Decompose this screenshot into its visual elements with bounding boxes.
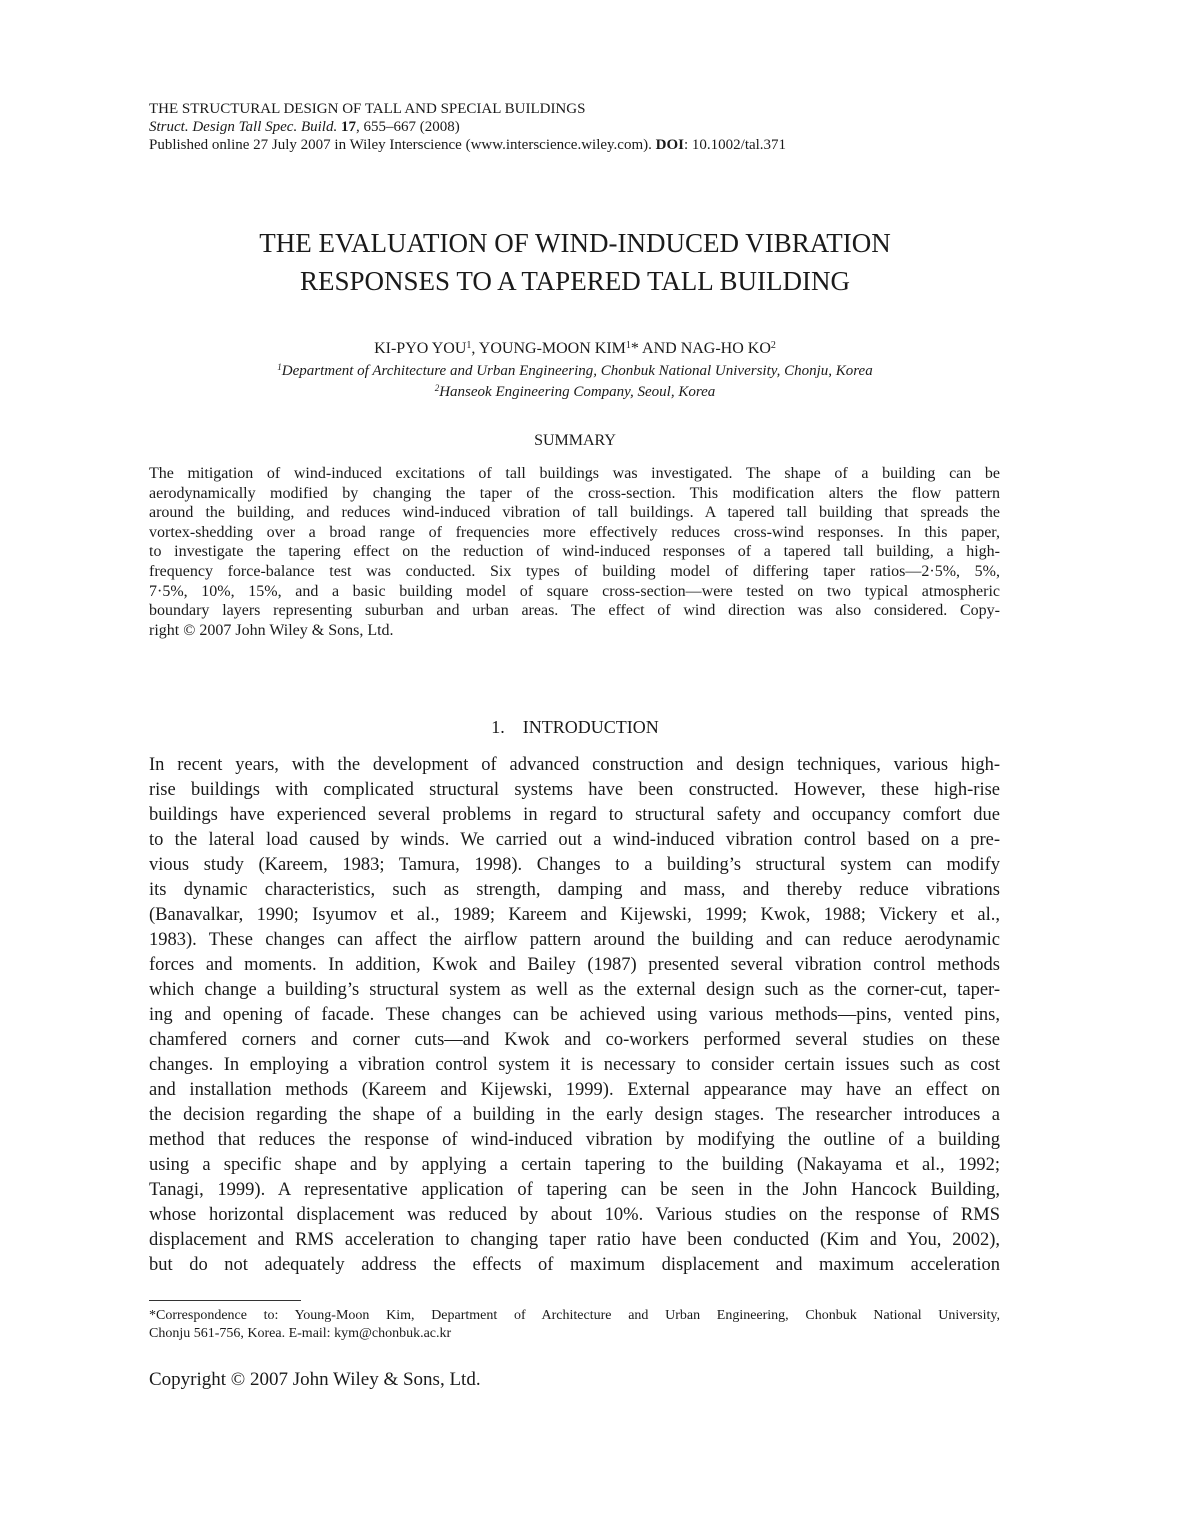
abstract-line: vortex-shedding over a broad range of frequencies more effectively reduces cross-wind responses. In this paper,: [149, 523, 1000, 541]
affiliation-1-text: Department of Architecture and Urban Engineering, Chonbuk National University, Chonju, Korea: [281, 363, 873, 379]
abstract-line: frequency force-balance test was conducted. Six types of building model of differing taper ratios—2·5%, 5%,: [149, 562, 1000, 580]
body-line: (Banavalkar, 1990; Isyumov et al., 1989; Kareem and Kijewski, 1999; Kwok, 1988; Vickery et al.,: [149, 905, 1000, 925]
author-2-affil: 1: [625, 340, 631, 351]
body-line: using a specific shape and by applying a certain tapering to the building (Nakayama et al., 1992;: [149, 1155, 1000, 1175]
running-header: [149, 100, 786, 154]
affiliation-2-mark: 2: [434, 383, 440, 393]
abstract-line: to investigate the tapering effect on the reduction of wind-induced responses of a tapered tall building, a high-: [149, 543, 1000, 561]
author-1-affil: 1: [466, 340, 472, 351]
abstract-line: around the building, and reduces wind-induced vibration of tall buildings. A tapered tall building that spreads the: [149, 504, 1000, 522]
body-line: In recent years, with the development of advanced construction and design techniques, various high-: [149, 755, 1000, 775]
correspondence-footnote: [149, 1307, 1000, 1343]
journal-volume: 17: [340, 119, 356, 135]
body-line: displacement and RMS acceleration to changing taper ratio have been conducted (Kim and You, 2002),: [149, 1230, 1000, 1250]
affiliation-2: [150, 382, 1000, 402]
footnote-line: *Correspondence to: Young-Moon Kim, Department of Architecture and Urban Engineering, Chonbuk National University,: [149, 1308, 1000, 1323]
doi-label: DOI: [655, 137, 684, 153]
affiliation-1: [150, 361, 1000, 381]
summary-heading: SUMMARY: [534, 432, 616, 449]
body-line: method that reduces the response of wind-induced vibration by modifying the outline of a building: [149, 1130, 1000, 1150]
journal-pages-year: , 655–667 (2008): [355, 119, 460, 135]
published-online: Published online 27 July 2007 in Wiley Interscience (www.interscience.wiley.com).: [149, 137, 656, 153]
abstract-line: boundary layers representing suburban and urban areas. The effect of wind direction was also considered. Copy-: [149, 602, 1000, 620]
body-line: which change a building’s structural system as well as the external design such as the corner-cut, taper-: [149, 980, 1000, 1000]
paper-title: [150, 224, 1000, 300]
body-line: the decision regarding the shape of a building in the early design stages. The researcher introduces a: [149, 1105, 1000, 1125]
body-line: to the lateral load caused by winds. We carried out a wind-induced vibration control based on a pre-: [149, 830, 1000, 850]
abstract-line: 7·5%, 10%, 15%, and a basic building model of square cross-section—were tested on two typical atmospheric: [149, 582, 1000, 600]
body-line: Tanagi, 1999). A representative application of tapering can be seen in the John Hancock Building,: [149, 1180, 1000, 1200]
body-line: vious study (Kareem, 1983; Tamura, 1998). Changes to a building’s structural system can modify: [149, 855, 1000, 875]
author-3-affil: 2: [770, 340, 776, 351]
body-line: buildings have experienced several problems in regard to structural safety and occupancy comfort due: [149, 805, 1000, 825]
journal-abbrev: Struct. Design Tall Spec. Build.: [149, 119, 338, 135]
author-3: * AND NAG-HO KO: [630, 340, 771, 357]
section-number: 1.: [491, 717, 505, 737]
section-heading: [150, 716, 1000, 738]
body-line: rise buildings with complicated structural systems have been constructed. However, these high-rise: [149, 780, 1000, 800]
title-line-1: THE EVALUATION OF WIND-INDUCED VIBRATION: [259, 228, 891, 258]
body-line: ing and opening of facade. These changes can be achieved using various methods—pins, vented pins,: [149, 1005, 1000, 1025]
author-list: [150, 339, 1000, 359]
body-line: 1983). These changes can affect the airflow pattern around the building and can reduce aerodynamic: [149, 930, 1000, 950]
author-2: , YOUNG-MOON KIM: [471, 340, 626, 357]
body-line: chamfered corners and corner cuts—and Kwok and co-workers performed several studies on these: [149, 1030, 1000, 1050]
body-line: whose horizontal displacement was reduced by about 10%. Various studies on the response of RMS: [149, 1205, 1000, 1225]
journal-citation: [149, 118, 786, 136]
doi-value: : 10.1002/tal.371: [683, 137, 787, 153]
body-line: its dynamic characteristics, such as strength, damping and mass, and thereby reduce vibrations: [149, 880, 1000, 900]
affiliation-2-text: Hanseok Engineering Company, Seoul, Korea: [439, 384, 716, 400]
affiliation-1-mark: 1: [277, 362, 282, 372]
body-line: forces and moments. In addition, Kwok and Bailey (1987) presented several vibration control methods: [149, 955, 1000, 975]
abstract-line: aerodynamically modified by changing the taper of the cross-section. This modification alters the flow pattern: [149, 484, 1000, 502]
title-line-2: RESPONSES TO A TAPERED TALL BUILDING: [300, 266, 850, 296]
journal-name: THE STRUCTURAL DESIGN OF TALL AND SPECIAL BUILDINGS: [149, 101, 586, 117]
abstract-line: The mitigation of wind-induced excitations of tall buildings was investigated. The shape of a building can be: [149, 465, 1000, 482]
abstract: [149, 464, 1000, 640]
footnote-rule: [149, 1300, 301, 1301]
copyright-notice: Copyright © 2007 John Wiley & Sons, Ltd.: [149, 1369, 481, 1390]
body-line: changes. In employing a vibration control system it is necessary to consider certain issues such as cost: [149, 1055, 1000, 1075]
section-title: INTRODUCTION: [522, 717, 659, 737]
footnote-line: Chonju 561-756, Korea. E-mail: kym@chonbuk.ac.kr: [149, 1326, 452, 1341]
publication-info: [149, 136, 786, 154]
body-line: but do not adequately address the effects of maximum displacement and maximum acceleration: [149, 1255, 1000, 1275]
author-1: KI-PYO YOU: [374, 340, 467, 357]
body-line: and installation methods (Kareem and Kijewski, 1999). External appearance may have an effect on: [149, 1080, 1000, 1100]
abstract-line: right © 2007 John Wiley & Sons, Ltd.: [149, 621, 394, 639]
introduction-body: [149, 753, 1000, 1278]
